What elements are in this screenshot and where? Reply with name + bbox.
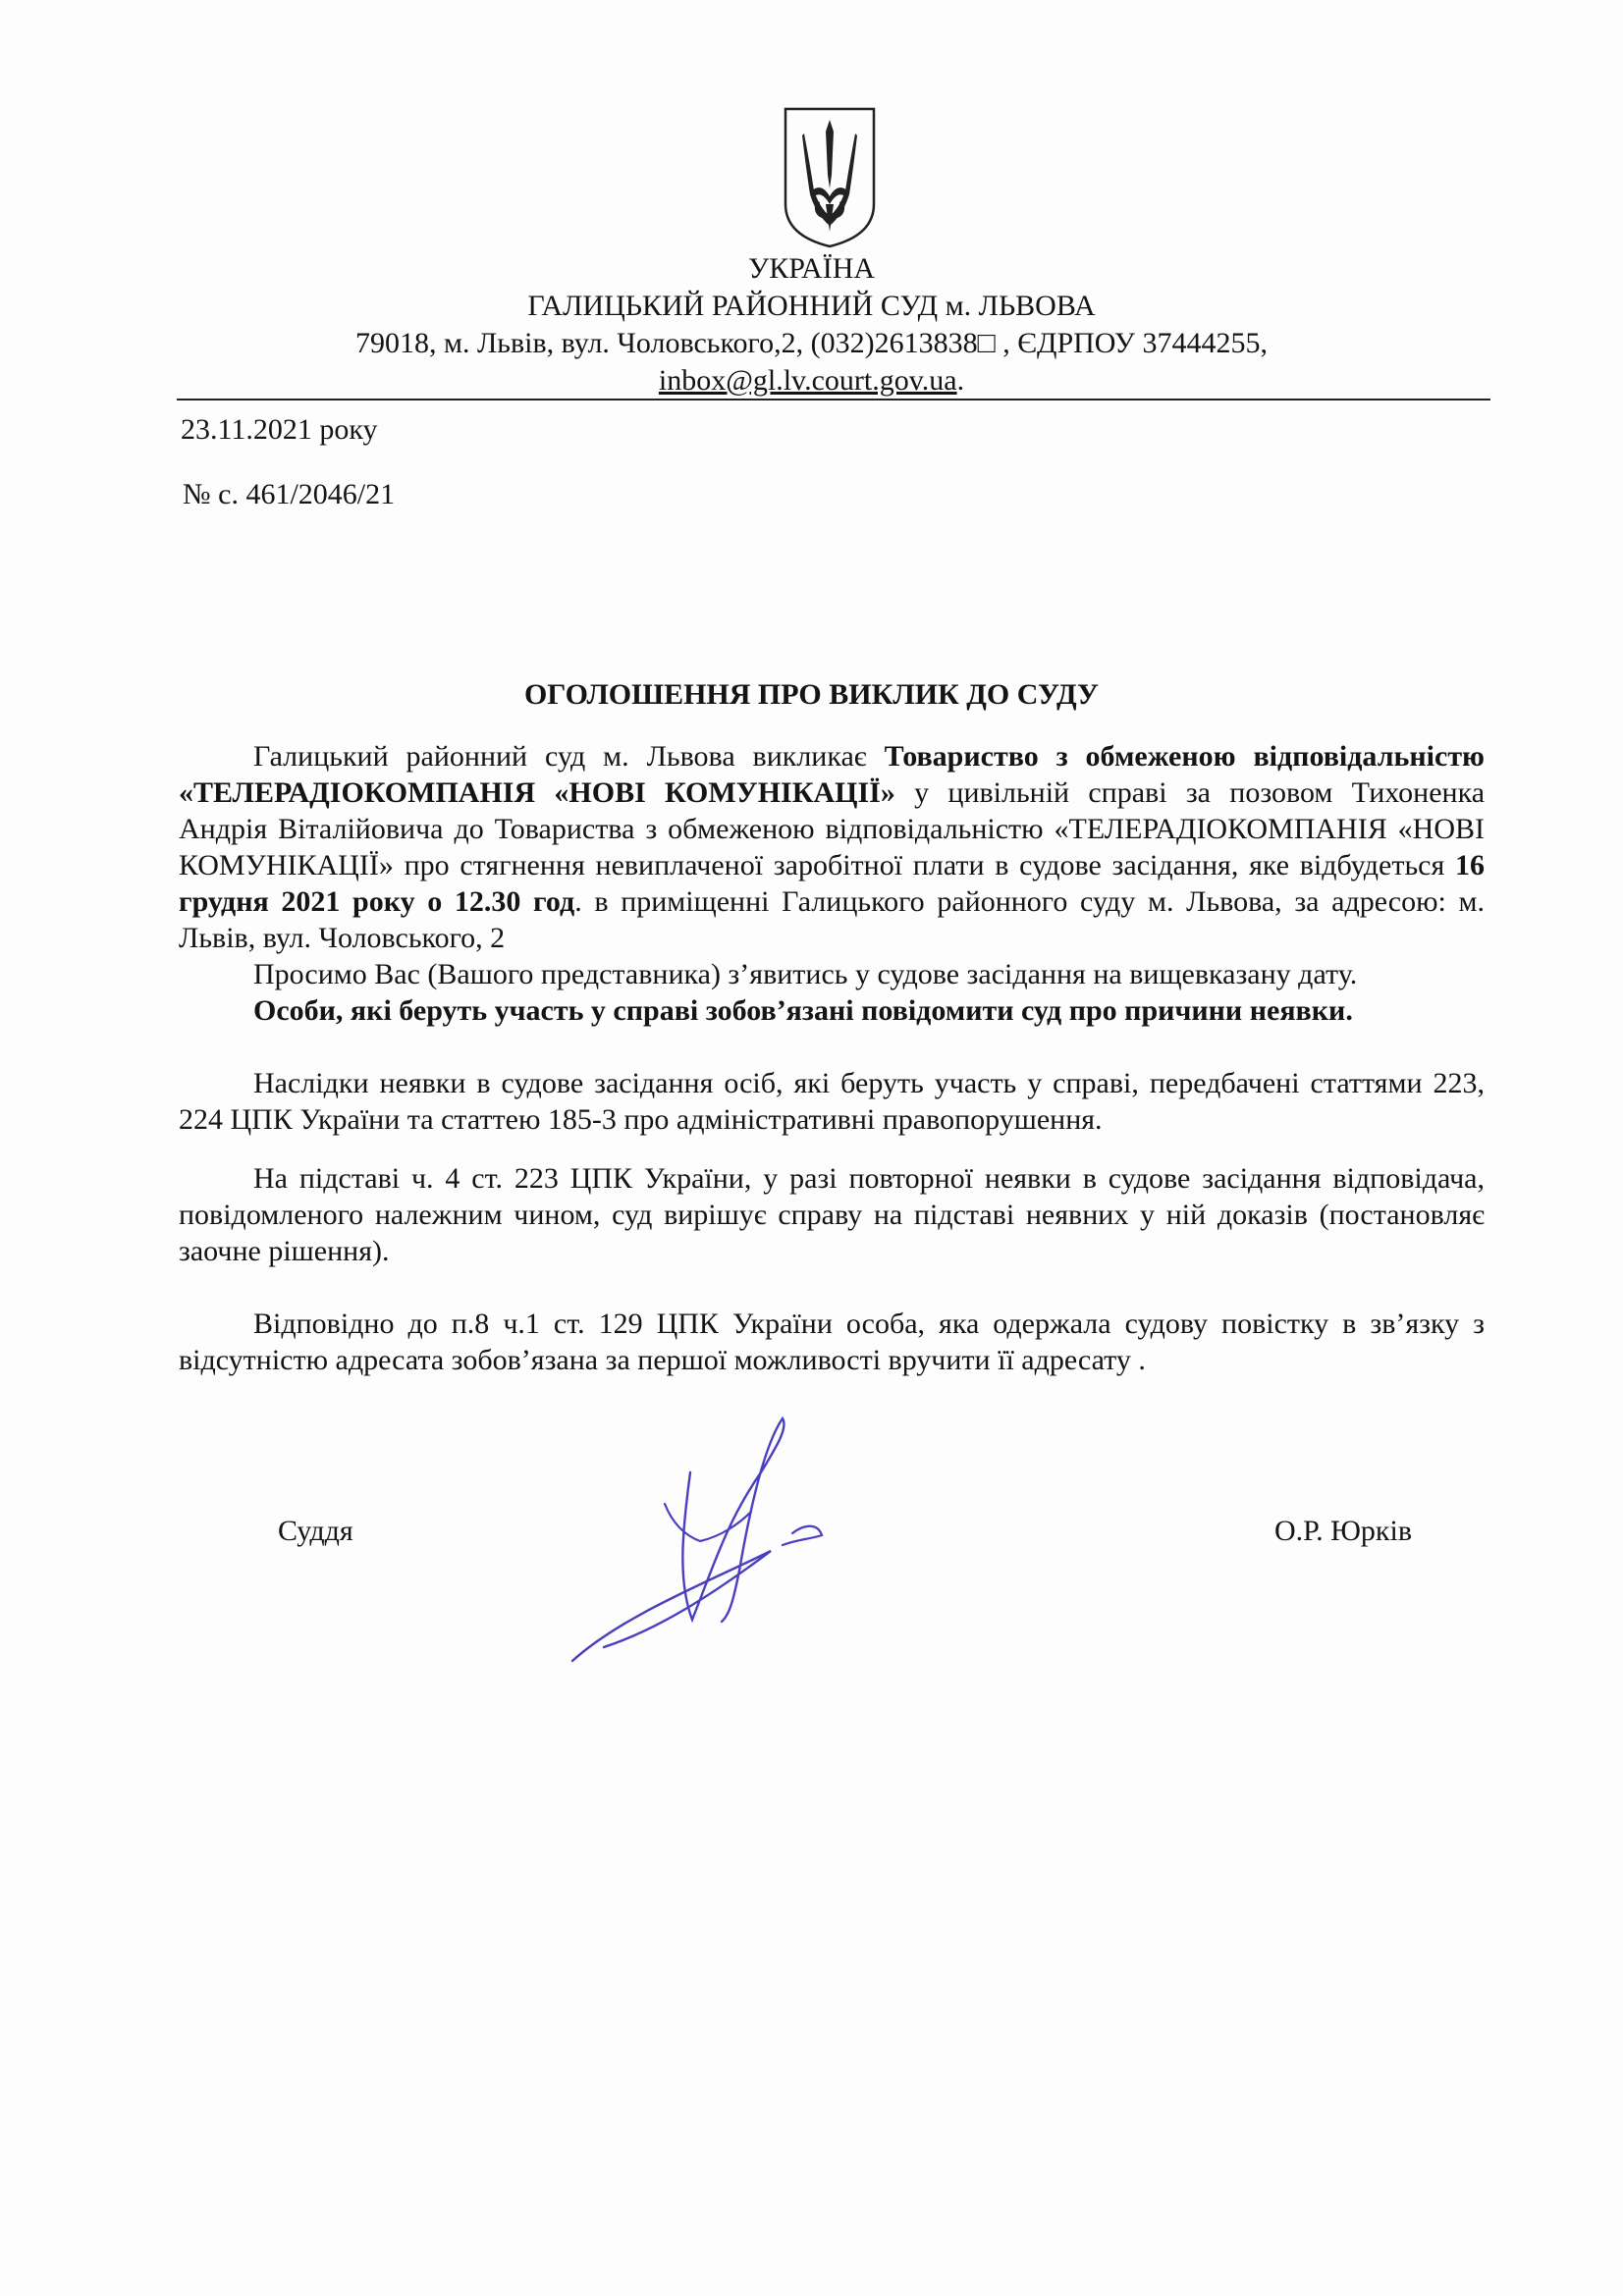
document-date: 23.11.2021 року [181, 413, 378, 446]
non-appearance-notice: Особи, які беруть участь у справі зобов’язані повідомити суд про причини неявки. [253, 994, 1353, 1027]
consequences-section [179, 1065, 1485, 1138]
header-court-name: ГАЛИЦЬКИЙ РАЙОННИЙ СУД м. ЛЬВОВА [527, 290, 1096, 322]
summons-text-claim: у цивільній справі за позовом Тихоненка Андрія Віталійовича до Товариства з обмеженою відповідальністю «ТЕЛЕРАДІОКОМПАНІЯ «НОВІ КОМУНІКАЦІЇ» про стягнення невиплаченої заробітної плати в судове засідання, яке відбудеться [179, 776, 1486, 881]
hearing-datetime: 16 грудня 2021 року о 12.30 год [179, 849, 1485, 918]
delivery-section [179, 1306, 1485, 1378]
judge-name: О.Р. Юрків [1274, 1515, 1413, 1547]
defendant-name: Товариство з обмеженою відповідальністю «ТЕЛЕРАДІОКОМПАНІЯ «НОВІ КОМУНІКАЦІЇ» [179, 740, 1485, 809]
consequences-paragraph: Наслідки неявки в судове засідання осіб, які беруть участь у справі, передбачені статтями 223, 224 ЦПК України та статтею 185-3 про адміністративні правопорушення. [179, 1067, 1485, 1136]
header-email-link[interactable]: inbox@gl.lv.court.gov.ua [658, 364, 957, 397]
summons-paragraphs [179, 738, 1485, 1029]
header-email-suffix: . [956, 364, 965, 397]
repeat-absence-section [179, 1160, 1485, 1269]
judge-label: Суддя [278, 1515, 353, 1547]
summons-text-intro: Галицький районний суд м. Львова викликає [253, 740, 885, 773]
handwritten-signature [565, 1414, 859, 1669]
delivery-paragraph: Відповідно до п.8 ч.1 ст. 129 ЦПК України особа, яка одержала судову повістку в зв’язку з відсутністю адресата зобов’язана за першої можливості вручити її адресату . [179, 1308, 1485, 1376]
header-address: 79018, м. Львів, вул. Чоловського,2, (032)2613838□ , ЄДРПОУ 37444255, [354, 327, 1269, 359]
document-title: ОГОЛОШЕННЯ ПРО ВИКЛИК ДО СУДУ [523, 678, 1100, 711]
header-email-line [0, 363, 1623, 399]
repeat-absence-paragraph: На підставі ч. 4 ст. 223 ЦПК України, у разі повторної неявки в судове засідання відповідача, повідомленого належним чином, суд вирішує справу на підставі неявних у ній доказів (постановляє заочне рішення). [179, 1162, 1485, 1267]
tryzub-coat-of-arms-icon [783, 106, 877, 249]
summons-text-location: . в приміщенні Галицького районного суду м. Львова, за адресою: м. Львів, вул. Чоловського, 2 [179, 885, 1485, 954]
header-divider [177, 399, 1490, 400]
appearance-request: Просимо Вас (Вашого представника) з’явитись у судове засідання на вищевказану дату. [253, 958, 1358, 990]
summons-paragraph [179, 738, 1485, 956]
header-country: УКРАЇНА [747, 252, 876, 285]
case-number: № с. 461/2046/21 [183, 478, 396, 510]
